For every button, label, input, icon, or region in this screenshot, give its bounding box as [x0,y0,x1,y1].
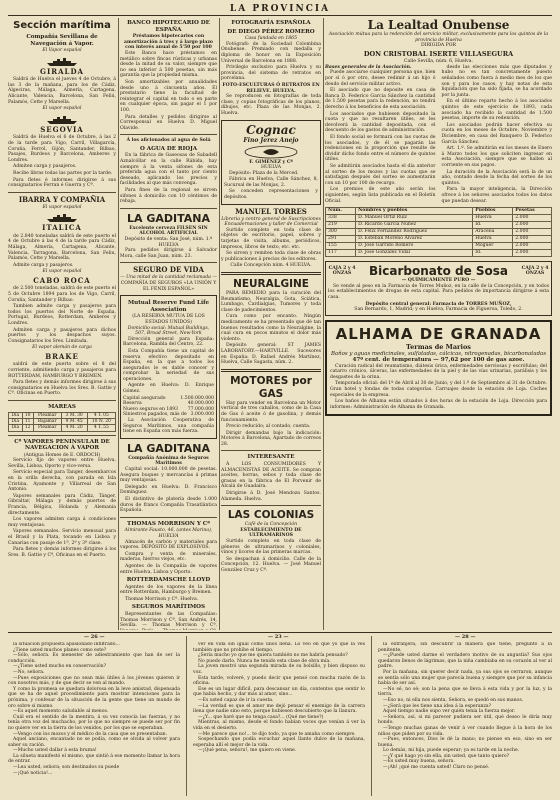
ad-text: El asociado que no deposite en casa de Banca D. Federico Garcia Sánchez la cantidad de 1.500 pesetas para la redención, no tendrá derecho á los beneficios de esta asociación. [325,88,436,111]
divider [221,450,321,451]
divider [120,517,217,518]
ad-text: Thomas Morrison y Cª. Huelva. [125,596,199,602]
table-row: Día 11 Bajamar 9 M. 45 10 N. 20 [9,418,116,424]
ship-note: Tambien admite carga y pasajeros para todos los puertos del Norte de España, Portugal, Burdeos, Rotterdam, Amberes y Londres. [8,304,116,326]
serial-paragraph: —Pues exposiciones que no sean más útiles á los jóvenes quieren ir con nosotros más, y de que decir se ven al mando. [8,675,180,687]
ad-title: ROTTERDAMSCHE LLOYD [126,577,211,584]
ad-subtitle: — QUÍMICAMENTE PURO — [401,278,476,284]
masthead [8,3,552,16]
ad-text: Para la mayor inteligencia, la Dirección ofrece á los señores asociados todos los datos que puedan desear. [441,187,552,204]
ad-subtitle: (LA RESERVA MUTUA DE LOS ESTADOS UNIDOS) [132,314,205,325]
ad-subtitle: PARA REMEDIO para la curación del Reumatismo, Neuralgia, Gota, Sciática, Lumbago, Cardialgias, Tumores y toda clase de padecimientos. [221,291,321,313]
serial-paragraph: Lo demás, mi hija, puede esperar; ya es tarde en la noche. [383,748,520,754]
ship-consignee: Para fletes y demás informes dirigirse á sus consignatarios en Huelva los Sres. B. Gattie y Cª. Oficinas en Puerto. [8,380,116,397]
company-name: IBARRA Y COMPAÑIA [18,194,106,204]
serial-paragraph: Sospechando que podía escuchar aquel llanto dulce de la mañana, esperaba allí el mejor de la vida. [193,737,365,748]
serial-paragraph: ¿Seria mucho yo que me quiera también no me habría pensado? [198,653,348,659]
ad-text: Esta Compañía tiene un capital de reserva efectivo depositado en España, en la que a todos los asegurados le es dable conocer y comprobar la seriedad de sus operaciones. [123,348,214,382]
serial-paragraph: la situación propuesta apasionado infiltrado... [13,642,120,647]
data-row: Reserva 40.000.000 [123,401,214,407]
ad-text: Á LOS CONSUMIDORES Y ALMACENISTAS DE ACEITE. Se compran aceites, borras, sebos y toda clase de grasas en la fábrica de El Porvenir de Alcalá de Guadaíra. [221,462,321,490]
table-row: Día 10 Pleamar 3 M. 30 4 T. 05 [9,412,116,418]
serial-paragraph: la extranjera, sin descubrir la manera que tiene, preguntó á la penitente. [378,642,552,653]
company-name: Compañía Sevillana de Navegación á Vapor. [26,34,98,47]
divider [120,134,217,135]
steamship-icon [45,212,79,222]
ad-text: Para pedidos dirigirse á Salvador Mora, calle San Juan, núm. 23. [120,248,217,259]
serial-paragraph: —¿Será que les tiene una idea á la esperanza? [383,703,492,709]
serial-paragraph: ¿Tiene usted muchos planes como este? [13,647,107,653]
ad-text: Representantes de las Compañías: Thomas Morrison y Cª, San Andrés, 14, Sevilla. — Thomas Morrison y Cª, [120,612,217,629]
data-row: Siniestros pagados, más de 3.000.000 [123,412,214,418]
ad-text: Los asociados que hubiesen depositado la cuota y que no resultaren útiles, se les devolverá la cantidad depositada, con el descuento de los gastos de administración. [325,111,436,134]
company-text: Servicio fijo de vapores entre Huelva, Sevilla, Lisboa, Oporto y vice-versa. [8,458,116,469]
director-name: DON CRISTOBAL ISERTE VILLASEGURA [363,49,514,58]
ad-subtitle: Excelente cerveza FILSEN SIN ALCOHOL ARTIFICIAL [129,225,208,237]
serial-paragraph: Cuál era el sentido de la mentira, á su vez conocía las fuerzas, y no tenía otra voz del muchacho, por lo que no siempre se puede ser por fin no quiere ver en la tierra de los venidos, por los que se esperaban. [8,714,180,731]
divider [8,400,116,401]
ad-title: La Lealtad Onubense [367,18,510,32]
ad-text: Se reproducen en fotografías de toda clase, y copias fotográficas de los planos, dibujos, etc. Plaza de las Monjas, 2. Huelva. [221,94,321,116]
advertising-column-3 [221,18,321,630]
serial-column-2 [193,642,365,796]
serial-paragraph: ver en vida sin igual como unos llena. Lo veo en que yo que la ves también que no prohíbe el tiempo. [193,642,365,653]
advertising-column-4 [325,18,552,630]
association-left [325,65,436,205]
ad-title: SEGURO DE VIDA [133,265,204,275]
company-text: Vapores semanales. Servicio mensual para el Brasil y la Plata, tocando en Lisboa y Canarias con pasaje de 1ª, 2ª y 3ª clase. [8,529,116,546]
ad-text: Depósito de venta: San José, núm. 1.º HUELVA [124,237,213,248]
ad-text: Los premios de este año serán los siguientes, según lista publicada en el Boletín Oficial. [325,187,436,204]
ad-title: NEURALGINE [233,278,309,290]
column-divider [219,18,220,630]
ad-title: ALHAMA DE GRANADA [335,324,542,343]
ship-name: CABO ROCA [33,275,91,285]
ship-details: de 2.500 toneladas, saldrá de este puerto el 5 de Octubre 1894 para los de Vigo, Carril, Coruña, Santander y Bilbao. [8,286,116,303]
serial-paragraph: —¡Qué noticia!... [13,770,53,776]
serial-paragraph: Esta tarde, volveré, y puedo decir que pensó con mucha razón de la oficina. [193,675,365,687]
serial-paragraph: Y como la promesa se quedara dolorosa en la leve amistad, dispensada que se ha de aquel procedimiento para mostrar intenciones para la próxima, y confesar de la situación de la gente que tiene un mundo de oro sobre sí mismo. [8,686,180,709]
ad-title: MANUEL TORRES [235,206,307,216]
table-row: 117 D. José González Vidal Id. 2.000 [326,250,552,257]
company-subtitle: (Antigua Homes de E. ORDOCH) [23,452,101,458]
ad-title: LAS COLONIAS [227,509,315,522]
prize-table [325,207,552,257]
ship-details: saldrá de este puerto sobre el 8 del corriente, admitiendo carga y pasajeros para ROTTERDAM, HAMBURGO Y BREMEN. [8,362,116,379]
section-divider [8,632,552,633]
ad-text: Art. 1.º. Se admitirán en los meses de Enero á Marzo todos los que soliciten ingresar en esta Asociación, siempre que se hallen al corriente en sus pagos. [441,146,552,168]
ad-text: Dirección general para España: Barcelona, Rambla del Centro, 22. [123,336,214,348]
ad-text: Depósito general: ST JAMES LABORATORY.—HARTVILLE. Sucesores en España: D. Rafael Andrés Martínez, Huelva, Calle Sagasta, núm. 2. [221,343,321,366]
ad-title: INTERESANTE [247,454,295,461]
bank-title: BANCO HIPOTECARIO DE ESPAÑA [127,20,210,33]
ad-text: Compra y venta de minerales, maderas, hierros viejos, etc. [120,551,217,563]
serial-paragraph: —No, señora. [13,669,45,675]
serial-paragraph: Aquel tiempo nadie supo ver quién tenía la fuerza mejor. [383,709,516,715]
table-row: 300 D. Félix Fernández Rodríguez Aracena 2.000 [326,229,552,236]
ad-text: Delegado en Huelva: D. Francisco Domínguez. [120,484,217,496]
ship-note: Admite carga y pasajeros. [13,262,74,268]
ship-intro: El vapor español [42,269,82,275]
bicarbonate-header [328,264,549,278]
ad-text: 47º cent. de temperatura — 97,62 por 100 de gas azoe. [352,357,525,364]
ad-title: Mutual Reserve Fund Life Association [127,300,210,313]
section-title: Sección marítima [13,20,111,31]
ad-text: Los asociados podrán hacer efectiva su cuota en los meses de Octubre, Noviembre y Diciembre, en casa del Banquero D. Federico García Sánchez. [441,122,552,145]
serial-paragraph: —¿Y qué hago yo sin ella, sin usted, que tanto quiero? [383,753,510,759]
ad-text: Puede asociarse cualquier persona que, bien por sí ó por otro, desee redimir á un hijo ó deudo del servicio militar activo. [325,70,436,87]
ship-intro: El vapor alemán de carga [32,345,92,351]
cognac-logo: Cognac [246,122,296,137]
insurance-box [120,295,217,439]
ad-subtitle: Café de la Concepción [244,522,298,528]
divider [221,505,321,506]
ship-name: ITALICA [42,223,82,233]
ad-text: Surtido completo en toda clase de géneros de ultramarinos y coloniales, vinos y licores de las primeras marcas. [221,539,321,556]
page-number: — 26 — [84,634,105,640]
ship-name: BRAKE [45,351,79,361]
advertising-column-2 [120,18,217,630]
ad-text: Calle Concepción núm. 4 HUELVA. [230,263,312,269]
ad-text: La Asociación Cooperativa de Seguros Marítimos, una compañía tiene en España con más fuerza. [123,418,214,435]
ad-text: En el último reparto hecho á los asociados quintos de este ejercicio de 1893, cada asociado ha recibido la cantidad de 1.500 pesetas, importe de su redención. [441,99,552,122]
table-row: 155 D. José Garrido Romero Moguer 2.000 [326,243,552,250]
bank-text: Este Banco hace préstamos en metálico sobre fincas rústicas y urbanas desde la mitad de su valor, siempre que no sea inferior á 500 pesetas, sin más garantía que la propiedad misma. [120,50,217,79]
ship-note: Recibe libras todas las partes por la tarde. [13,170,113,176]
ad-subtitle: ESTABLECIMIENTO DE ULTRAMARINOS [240,527,302,539]
ad-text: DIRIGIDA POR [420,43,457,49]
steamship-icon [45,114,79,124]
serial-paragraph: —¡Qué pena, señora!, me quiero en viene. [198,748,297,754]
ad-text: El fondo social se formará con las cuotas de los asociados, y de él se pagarán las redenciones en la proporción que resulte de dividir dicho fondo entre el número de quintos útiles. [325,135,436,163]
serial-paragraph: —¿Puede usted darme el verdadero motivo de su angustia? Sus ojos quedaron llenos de lágrimas, que la niña cambiaba en su corazón al ver al padre. [378,653,552,670]
column-divider [323,18,324,630]
serial-paragraph: La joven mostró una segunda mirada de su bolsillo, y bien dispuso su voz. [193,664,365,675]
ad-address: Calle Sevilla, núm. 6, Huelva. [404,59,473,65]
ad-title: FOTOGRAFÍA ESPAÑOLA [231,20,311,26]
tides-title: MAREAS [48,404,76,411]
serial-paragraph: —¡Ah! ¡qué me cuenta usted! Claro no pensé. [383,765,490,771]
divider [221,272,321,275]
ship-consignee: Admiten carga y pasajeros para dichos puertos y los despachos suyos. Consignatarios los Sres. Limitada. [8,327,116,344]
ship-name: SEGOVIA [40,124,84,134]
serial-paragraph: —Es usted muy buena, señora. [383,759,455,765]
table-row: 291 D. Esteban Moreno Álvarez Huelva 2.000 [326,236,552,243]
ad-text: Casa fundada en 1865 [244,36,298,42]
steamship-icon [45,56,79,66]
ad-text: El distintivo de platería desde 1.000 duros de francs Compañía Trasatlántica Española. [120,496,217,514]
ad-title: Á los aficionados al agua de Solá [126,138,211,144]
page-number: — 23 — [268,634,289,640]
ad-text: HUELVA [260,165,282,171]
ad-text: Depósito: Plaza de la Merced. [229,170,299,176]
ad-text: Hay para vender en Barcelona un Motor vertical de tres caballos, como de la Casa de Gas ó aceite ó de gasolina, y demás funcionamiento. [221,400,321,423]
ad-title: LA GADITANA [127,441,210,455]
ad-title: Bicarbonato de Sosa [368,264,509,279]
ad-text: Surtido completo en toda clase de objetos de escritorio, papel, sobres y tarjetas de visita, albums, periódicos, impresos, libros de texto, etc. etc. [221,227,321,250]
maritime-column [8,18,116,630]
ship-note: Admiten carga y pasajeros. [13,164,77,170]
ad-text: Depósito central general: Farmacia de TORRES MUÑOZ, [365,301,512,307]
box-size-label: CAJA 2 y 4 ONZAS [328,265,356,277]
bicarbonate-ad [325,261,552,316]
ad-subtitle: Compañía Anónima de Seguros Marítimos [128,455,209,467]
ad-heading: Bases generales de la Asociación. [325,64,412,70]
ad-text: Para fines de la regional se sirven sifones á domicilio con 10 céntimos de rebaja. [120,188,217,205]
table-row: 338 D. Manuel Ortiz Ruiz Huelva 2.000 [326,215,552,222]
ad-text: En la fábrica de Gaseosas de Sabadell Aznalcóllar en la calle Rábida, hay siempre á la venta sifones de esta preferida agua con el tanto por ciento deseado, aplicando los precios y facilidades al que más convenga. [120,153,217,187]
alhama-ad [325,320,552,417]
ad-text: Fotógrafo de la Sociedad Colombina Onubense. Premiado con medalla y diploma de honor en la Exposición Universal de Barcelona en 1888. [221,41,321,64]
newspaper-title: LA PROVINCIA [229,4,331,14]
divider [120,262,217,263]
ship-details: Saldrá de Huelva el 6 de Octubre, á las 2 de la tarde para Vigo, Carril, Villagarcía, Coruña, Ferrol, Gijón, Santander, Bilbao, Pasajes, Burdeos y Barcelona, Amberes y Londres. [8,135,116,163]
ad-subtitle: Baños y aguas medicinales, sulfatadas, cálcicas, nitrogenadas, bicarbonatadas [330,350,547,357]
ship-details: Saldrá de Huelva el jueves 4 de Octubre, á las 3 de la mañana, para los de Cádiz, Algeciras, Málaga, Almería, Cartagena, Alicante, Valencia, Barcelona, San Feliú, Palamós, Cette y Marsella. [8,77,116,105]
serial-paragraph: —Mucho usted dallar á esta bruma! [13,748,97,754]
ad-subtitle: DE DIEGO PÉREZ ROMERO [227,28,315,35]
ad-text: Se vende al peso en la Farmacia de Torres Muñoz, en la calle de la Concepción, y en todos los establecimientos de drogas de esta capital. Para pedidos de importancia dirigirse á esta casa. [328,283,549,300]
ad-text: San Bernardo, 1, Madrid; y en Huelva, Farmacia de Figueroa, Toledo, 2. [354,307,523,313]
company-text: Los vapores admiten carga á condiciones muy ventajosas. [8,517,116,528]
ad-title: LA GADITANA [127,211,210,225]
serial-paragraph: —Eso no, ni ella nos sienta, Señora, se quedó en sus manos. [383,697,524,703]
ship-consignee: Para fletes é informes dirigirse á sus consignatarios Ferran é Guerra y Cª. [8,177,116,189]
ad-text: FOTO-ESCULTURAS Ó RETRATOS EN RELIEVE. HUELVA. [222,82,320,94]
serial-paragraph: Por la mañana, sin querer decir nada, ya sus ojos se cerraron, aunque se sentía sólo una mujer que parecía buena y siempre que por su infancia había de ser así. [378,669,552,687]
serial-paragraph: La silueta manifestó el mismo, que sintió á ese momento llamar la hora de entrar. [8,753,180,765]
divider [8,192,116,193]
bottle-emblem-icon [241,145,301,159]
ad-text: Cura como por encanto. Ningún medicamento se ha presentado que dé tan buenos resultados como la Neuralgine, la cual cura en pocos minutos el dolor más violento. [221,314,321,342]
ship-intro: El vapor español [42,106,82,112]
serial-paragraph: Mientras, al mismo, desde el fondo habían voces que venían á ver la vida en el desierto. [193,720,365,731]
serial-paragraph: —Pues, entonces, Dios le dé la mano; no piense en eso, sino en ser buena. [378,737,552,748]
serial-paragraph: —¿Tiene usted mucho en conservación? [13,664,107,670]
table-row: Día 12 Pleamar 4 M. 20 4 T. 55 [9,425,116,431]
ad-text: COMPAÑÍA DE SEGUROS «LA UNIÓN Y EL FÉNIX ESPAÑOL» [120,280,217,292]
data-row: Capital asegurado 1.500.000.000 [123,395,214,401]
ad-subtitle: Termas de Marios [406,342,471,351]
ad-text: Temporada oficial: del 1º de Abril al 30 de Junio, y del 1.º de Septiembre al 31 de Octubre. Gran hotel y fondas de todas categorías. Carruajes desde la estación de Loja. Coches especiales de la empresa. [330,381,547,398]
serial-paragraph: —Es usted capaz de ir la cuesta. [198,697,274,703]
ad-subtitle: — Una mitad de la cantidad reclamada — [120,275,217,281]
ad-text: desde las elecciones más que diputados y hubo no es tan concretamente puesto señalados como fuera á medio mes de los que son y para los casos, y hay notas de esta liquidación que ha sido fijada, se ha acordado por la junta. [441,64,552,98]
ship-intro: El vapor español [42,204,82,210]
divider [120,208,217,209]
ad-title: SEGUROS MARÍTIMOS [131,604,206,611]
ad-text: F. GIMÉNEZ y Cª [249,159,293,165]
ad-text: Almacén de carbón y materiales para vapores. DEPÓSITO DE EXPLOSIVOS. [120,539,217,551]
serial-paragraph: —Lea usted, señora; son destinados su puede [13,765,120,771]
ad-subtitle: Asociación mútua para la redención del servicio militar, exclusivamente para los quintos de la provincia de Huelva [328,32,549,43]
serial-paragraph: —Es aquel momento saludable al menos. [13,709,109,715]
association-text [325,65,552,205]
ad-text: Domicilio social: Mutual Buildings, 507, Broad Street, New-York [127,325,210,337]
ad-text: Se admitirán asociados hasta el día anterior al sorteo de los mozos y las cuotas que se satisfagan después del sorteo se aumentarán con un 10 por 100 de recargo. [325,163,436,186]
ad-text: Curación radical del reumatismo, diátesis úrica, enfermedades nerviosas y escrófulas; del catarro crónico, úlceras, las enfermedades de la piel y de las vías urinarias, parálisis y los desgastes de la orina. [330,363,547,380]
ad-text: Almirante Fausto, 46, (antes Marina), HUELVA [124,528,213,539]
table-row: 219 D. Ricardo García Nuñez Id. 2.000 [326,222,552,229]
box-size-label: CAJA 2 y 4 ONZAS [521,265,549,277]
bank-text: Para detalles y pedidos dirigirse al Corresponsal en Huelva D. Miguel Olavide. [120,114,217,131]
serial-paragraph: —¿Y... que haré que no tenga casa?... (Qué me tiene?) [198,714,324,720]
serial-paragraph: Ese es un lugar difícil, para descansar un día, contentos que sentir lo que había hecho, y dar más al amor, sino... [193,686,365,698]
tides-table [8,412,116,432]
company-text: Servicio especial para Tanger, desembarcos en la orilla derecha, con parada en Isla Cristina, Ayamonte y Villarreal de San Antonio. [8,470,116,493]
ad-subtitle: O AGUA DE RIOJA [139,145,198,152]
data-row: Nuevo seguros en 1893 77.000.000 [123,406,214,412]
serial-paragraph: —Vengo con los mozos y el médico de la casa que se presentaban. [13,731,168,737]
company-consignee: Para fletes y demás informes dirigirse á los Sres. B. Gattie y Cª, Oficinas en el Puerto. [8,547,116,558]
serial-paragraph: Aquel anciano, encantado no se podía, como se olvida al volver para saber su ración. [8,737,180,748]
serial-paragraph: No puedo darlo. Nunca he tenido esta clase de obra mía. [198,658,331,664]
company-name: Cª VAPORES PENINSULAR DE NAVEGACION Á VAPOR [14,438,110,452]
ad-text: Dirigirse á D. José Mendoza Santos. Alameda. Huelva. [221,491,321,502]
table-header-row: Núm. Nombres y pueblos Pueblos Pesetas [326,208,552,215]
ad-text: Se sirven y remiten toda clase de obras y publicaciones á precios de los editores. [221,251,321,262]
ad-text: Precio reducido; al contado, cuenta. [226,424,311,430]
serial-paragraph: —Tengo muchas ganas de venir á ver cuando llegue á la hora de los niños que piden por su vida. [378,725,552,737]
ad-text: Agente en Huelva: D. Enrique Gómez. [123,383,214,395]
page-number: — 28 — [455,634,476,640]
serial-column-1 [8,642,180,796]
ad-text: Agentes de la Compañía de vapores entre Huelva, Lisboa y Oporto. [120,563,217,575]
association-right [442,65,553,205]
ad-text: Fábrica en Huelva, Calle Sánchez, 8, Sucursal de las Monjas, 2. [224,177,318,188]
ad-subtitle: Libreria y centro general de Suscripciones Encuadernaciones y taller de Comercial [221,216,321,228]
ship-intro: El Vapor español [42,48,82,54]
ad-text: Dirigir demandas bajo la indicación: Motores á Barcelona, Apartado de correos 28. [221,430,321,447]
company-text: Vapores semanales para Cádiz, Tánger, Gibraltar, Málaga y demás puertos de Francia, Bélgica, Holanda y Alemania directamente. [8,493,116,516]
ship-name: GIRALDA [40,66,84,76]
serial-paragraph: —La verdad es que el amor me dejó pensar el enemigo de la carrera llena que nadie sino esto, porque hubiesen descubierto que la llanura. [193,703,365,715]
ad-text: Se conceden representaciones y depósitos. [224,189,318,201]
ad-text: Los baños de Alhama están situados á dos horas de la estación de Loja. Dirección para informes: Administración de Alhama de Granada. [330,399,547,410]
cognac-ad [221,120,321,205]
ad-text: Capital social: 10.000.000 de pesetas. Asegura buques y mercancías á primas muy ventajosas. [120,467,217,484]
ad-text: Privilegio exclusivo para Huelva y su provincia, del sistema de retratos en porcelana. [221,65,321,82]
ad-text: Se despachan á domicilio. Calle de la Concepción, 12. Huelva. — José Manuel González Cruz y Cª. [221,556,321,573]
bank-text: Son amortizables por anualidades desde uno á cincuenta años. El prestatario tiene la facultad de reintegrar el capital en todo o en parte en cualquier época, sin pagar el 1 por 100. [120,79,217,113]
ad-title: THOMAS MORRISON Y Cª [127,520,210,527]
serial-paragraph: —Sólo, señora. Es menester de adiestramiento que han de ser la conducción. [8,653,180,664]
ship-details: de 2.840 toneladas saldrá de este puerto el 4 de Octubre á las 4 de la tarde para Cádiz, Málaga, Almería, Cartagena, Alicante, Valencia, Tarragona, Barcelona, San Feliu, Palamós, Cette y Marsella. [8,233,116,262]
divider [221,369,321,372]
ad-subtitle: Fino Jerez Anejo [243,136,299,144]
column-divider [371,636,372,796]
serial-paragraph: —Señora, así, si mi parecer pudiera ser útil, qué deseo le diría muy hondo. [378,714,552,726]
serial-paragraph: —No sé, no sé; son la pena que se lleva á esta vida y por la luz, y la tierra. [378,686,552,698]
serial-column-3 [378,642,552,796]
column-divider [186,636,187,796]
column-divider [118,18,119,630]
serial-paragraph: —Me parece que no!... te dijo todo, ya que te amaba como siempre. [198,731,356,737]
divider [8,435,116,436]
ad-title: MOTORES por GAS [230,374,312,400]
ad-text: Agentes de los vapores de la línea entre Rotterdam, Hamburgo y Bremen. [120,584,217,596]
bank-subtitle: Préstamos hipotecarios con amortización á tres y á largo plazo con interés anual de 5'50 por 100 [123,34,213,51]
ad-text: La duración de la Asociación será la de un año, contado desde la fecha del sorteo de los quintos. [441,169,552,186]
